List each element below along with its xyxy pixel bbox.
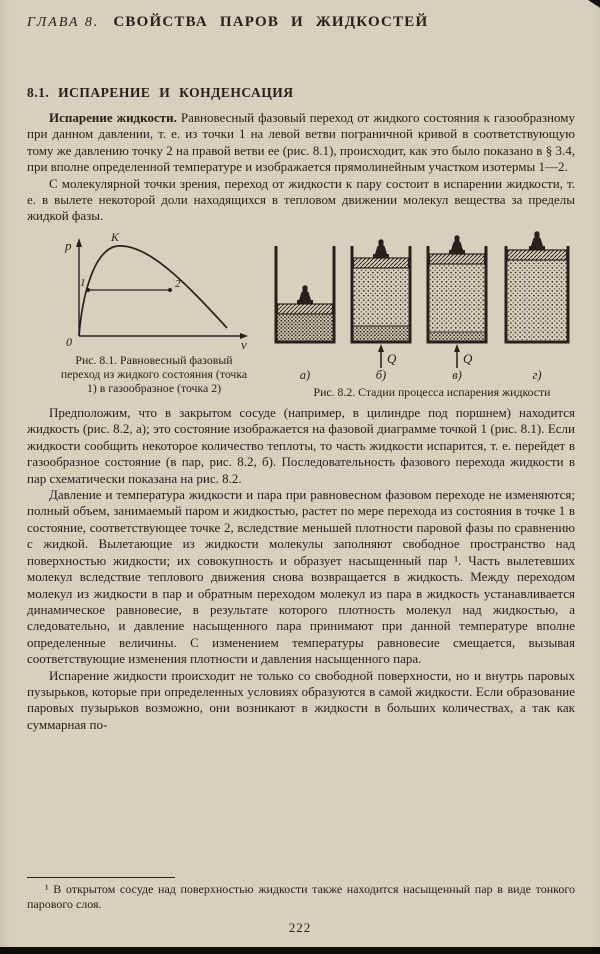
- point-1-label: 1: [80, 276, 86, 289]
- piston-d: [508, 250, 567, 260]
- section-title: 8.1. ИСПАРЕНИЕ И КОНДЕНСАЦИЯ: [27, 85, 294, 100]
- chapter-header: [27, 14, 575, 31]
- heat-label-b: Q: [387, 350, 397, 366]
- paragraph-1-text: Равновесный фазовый переход от жидкого состояния к газообразному при данном давлении, т. е. из точки 1 на левой ветви пограничной кривой в соответствующую тому же давлению точку 2 на правой ветви ее (рис. 8.1), происходит, как это было показано в § 3.4, при вполне определенной температуре и изображается прямолинейным участком изотермы 1—2.: [27, 110, 575, 175]
- vessel-c: [428, 235, 486, 368]
- figure-8-2-caption: Рис. 8.2. Стадии процесса испарения жидкости: [313, 384, 551, 399]
- evaporation-stages-diagram: [266, 230, 596, 382]
- weight-d: [529, 231, 545, 250]
- paragraph-4: Давление и температура жидкости и пара при равновесном фазовом переходе не изменяются; полный объем, занимаемый паром и жидкостью, растет по мере перехода из состояния в точке 1 в состояние, соответствующее точке 2, вследствие меньшей плотности паровой фазы по сравнению с жидкой. Вылетающие из жидкости молекулы заполняют свободное пространство над поверхностью жидкости; их совокупность и образует насыщенный пар ¹. Часть вылетевших молекул вследствие теплового движения снова возвращается в жидкость. Между переходом молекул из жидкости в пар и обратным переходом молекул из пара в жидкость устанавливается динамическое равновесие, в результате которого плотность молекул над жидкостью, а следовательно, и давление насыщенного пара принимают при данной температуре вполне определенные величины. С изменением температуры равновесие смещается, вызывая соответствующие изменения плотности и давления насыщенного пара.: [27, 487, 575, 667]
- heat-label-c: Q: [463, 350, 473, 366]
- footnote-block: [27, 877, 575, 912]
- origin-label: 0: [66, 334, 72, 349]
- vessel-d-label: г): [532, 367, 542, 382]
- paragraph-1: [27, 110, 575, 176]
- figures-row: [27, 230, 575, 399]
- critical-point-label: K: [111, 229, 120, 244]
- pv-diagram: [55, 230, 255, 350]
- piston-c: [430, 254, 485, 264]
- point-1-marker: [86, 288, 90, 292]
- figure-8-2: [266, 230, 598, 399]
- vessel-b-label: б): [375, 367, 387, 382]
- scan-corner-mark: [584, 0, 600, 12]
- figure-8-1: [55, 230, 260, 396]
- paragraph-2: С молекулярной точки зрения, переход от жидкости к пару состоит в испарении жидкости, т. е. в вылете некоторой доли находящихся в тепловом движении молекул вещества за пределы жидкой фазы.: [27, 175, 575, 224]
- weight-a: [297, 285, 313, 304]
- vessel-a-label: а): [299, 367, 311, 382]
- paragraph-5: Испарение жидкости происходит не только со свободной поверхности, но и внутрь паровых пузырьков, которые при определенных условиях образуются в самой жидкости. Если образование паровых пузырьков возможно, они возникают в жидкости в больших количествах, а так как суммарная по-: [27, 667, 575, 732]
- p-axis-label: p: [65, 237, 72, 253]
- liquid-c: [430, 332, 485, 341]
- vessel-b: [352, 239, 410, 368]
- chapter-title: СВОЙСТВА ПАРОВ И ЖИДКОСТЕЙ: [113, 14, 429, 30]
- page-number: 222: [288, 920, 312, 935]
- point-2-marker: [168, 288, 172, 292]
- weight-c: [449, 235, 465, 254]
- p-axis-arrowhead: [76, 238, 82, 247]
- footnote-text: ¹ В открытом сосуде над поверхностью жидкости также находится насыщенный пар в виде тонкого парового слоя.: [27, 882, 575, 911]
- chapter-label: ГЛАВА 8.: [27, 15, 100, 30]
- paragraph-1-lead: Испарение жидкости.: [49, 110, 177, 125]
- vapor-b: [354, 268, 409, 326]
- liquid-b: [354, 326, 409, 341]
- footnote-rule: [27, 877, 175, 878]
- vessel-d: [506, 231, 568, 342]
- vapor-c: [430, 264, 485, 332]
- saturation-curve: [79, 246, 227, 336]
- vessel-a: [276, 246, 334, 342]
- vapor-d: [508, 260, 567, 341]
- weight-b: [373, 239, 389, 258]
- scan-bottom-bar: [0, 947, 600, 954]
- point-2-label: 2: [175, 277, 181, 290]
- paragraph-3: Предположим, что в закрытом сосуде (например, в цилиндре под поршнем) находится жидкость (рис. 8.2, а); это состояние изображается на фазовой диаграмме точкой 1 (рис. 8.1). Если жидкости сообщить некоторое количество теплоты, то часть жидкости испарится, т. е. перейдет в газообразное состояние (в пар, рис. 8.2, б). Последовательность фазового перехода жидкости в пар схематически показана на рис. 8.2.: [27, 405, 575, 486]
- figure-8-1-caption: Рис. 8.1. Равновесный фазовый переход из жидкого состояния (точка 1) в газообразное (точка 2): [60, 352, 248, 396]
- piston-b: [354, 258, 409, 268]
- vessel-c-label: в): [452, 367, 462, 382]
- piston-a: [278, 304, 333, 314]
- v-axis-label: v: [241, 336, 247, 350]
- liquid-a: [278, 314, 333, 341]
